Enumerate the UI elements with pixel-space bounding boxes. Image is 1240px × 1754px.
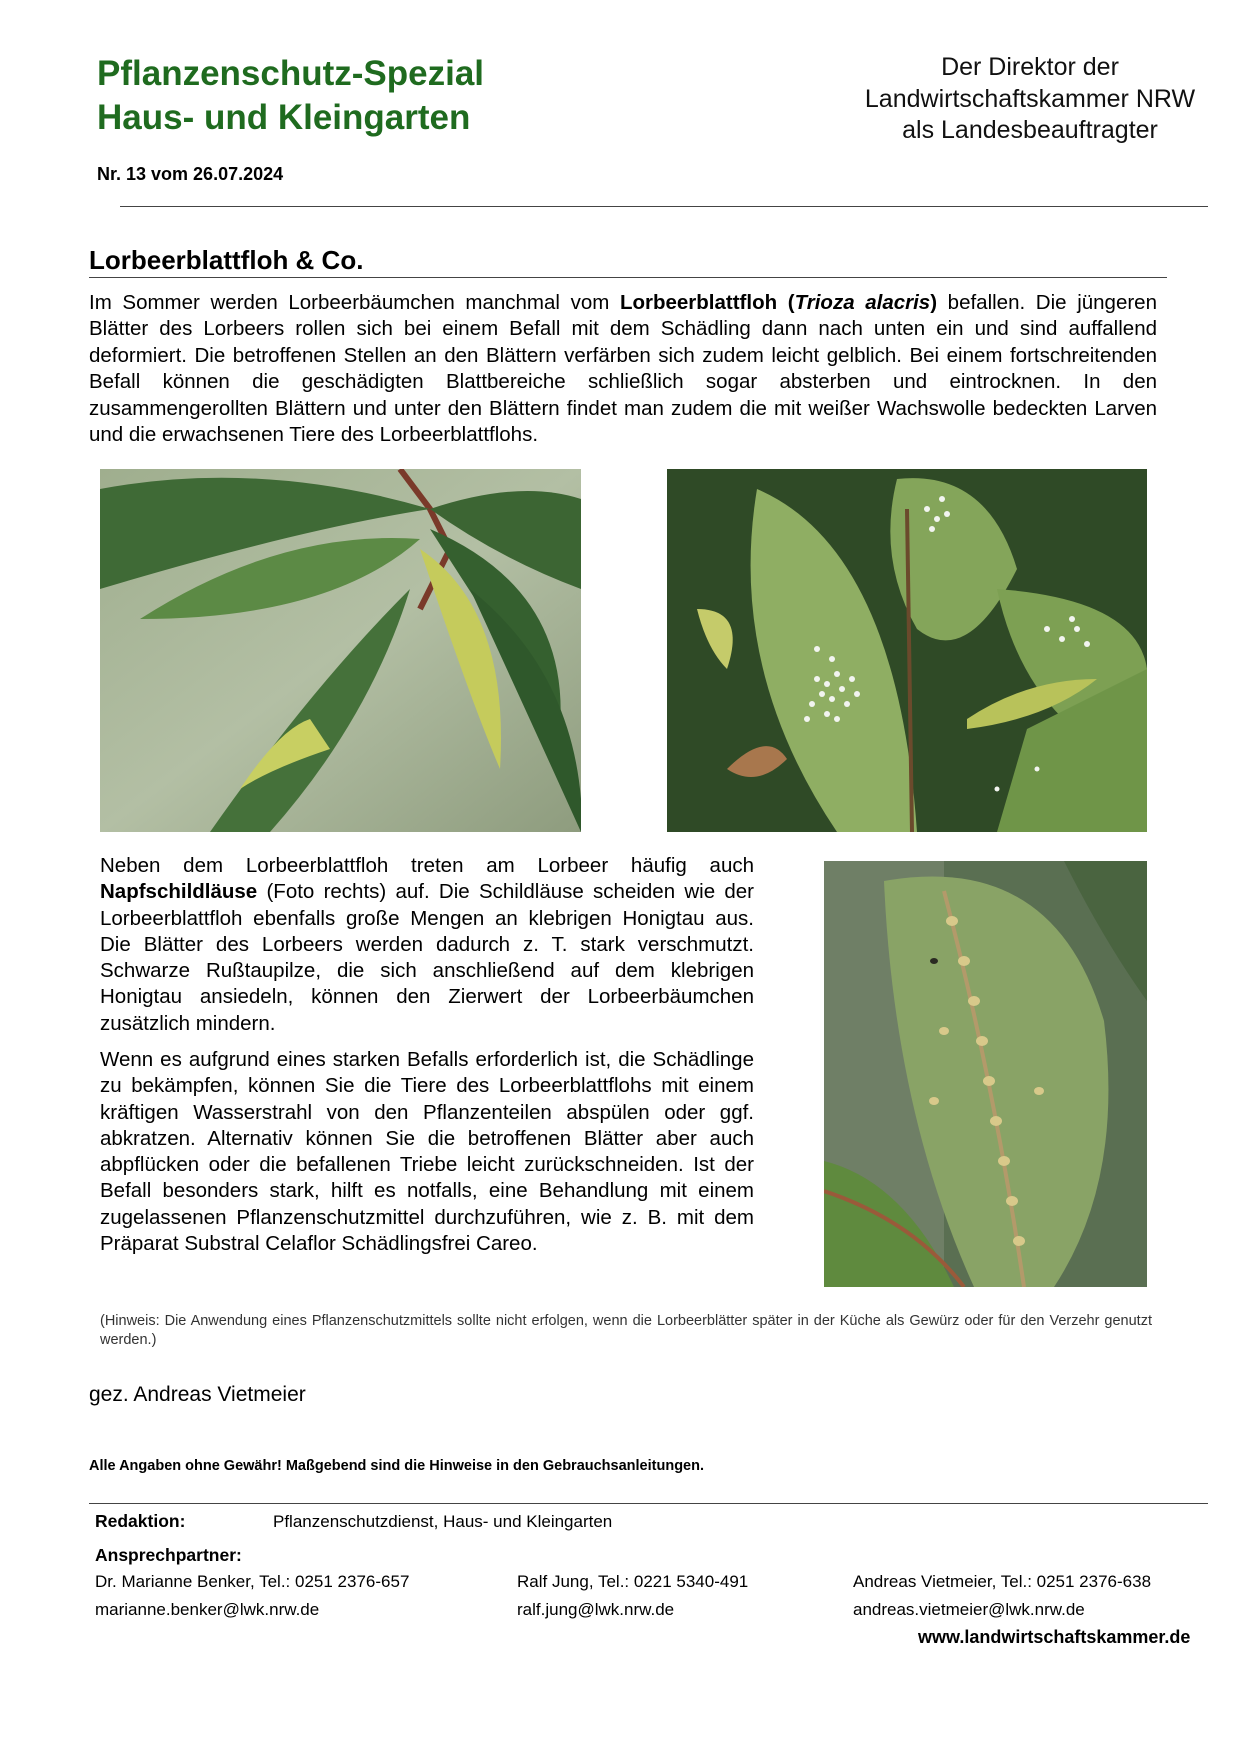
website-link[interactable]: www.landwirtschaftskammer.de [918,1627,1191,1647]
contact-jung [517,1568,748,1624]
intro-paren-close: ) [930,291,938,314]
intro-paragraph [89,290,1157,448]
contact-benker [95,1568,409,1624]
contact-email-link[interactable]: andreas.vietmeier@lwk.nrw.de [853,1600,1085,1619]
p2-text-2: (Foto rechts) auf. Die Schildläuse scheiden wie der Lorbeerblattfloh ebenfalls große Mengen an klebrigen Honigtau aus. Die Blätter des Lorbeers werden dadurch z. T. stark verschmutzt. Schwarze Rußtaupilze, die sich anschließend auf dem klebrigen Honigtau ansiedeln, können den Zierwert der Lorbeerbäumchen zusätzlich mindern. [100,880,754,1035]
disclaimer: Alle Angaben ohne Gewähr! Maßgebend sind die Hinweise in den Gebrauchsanleitungen. [89,1458,704,1474]
control-measures-paragraph: Wenn es aufgrund eines starken Befalls erforderlich ist, die Schädlinge zu bekämpfen, können Sie die Tiere des Lorbeerblattflohs mit einem kräftigen Wasserstrahl von den Pflanzenteilen abspülen oder ggf. abkratzen. Alternativ können Sie die betroffenen Blätter aber auch abpflücken oder die befallenen Triebe leicht zurückschneiden. Ist der Befall besonders stark, hilft es notfalls, eine Behandlung mit einem zugelassenen Pflanzenschutzmittel durchzuführen, wie z. B. mit dem Präparat Substral Celaflor Schädlingsfrei Careo. [100,1048,754,1256]
intro-paren-open: ( [777,291,795,314]
publication-title-line1: Pflanzenschutz-Spezial [97,54,485,93]
publication-title [97,52,484,140]
scale-insects-paragraph [100,853,754,1037]
contact-name-phone: Dr. Marianne Benker, Tel.: 0251 2376-657 [95,1572,410,1591]
contact-email-link[interactable]: ralf.jung@lwk.nrw.de [517,1600,675,1619]
issue-number: Nr. 13 vom 26.07.2024 [97,164,284,184]
photo-psyllid-larvae-on-leaf [667,469,1147,832]
photo-scale-insects-on-leaf [824,861,1147,1287]
title-underline [89,277,1167,278]
intro-text-1: Im Sommer werden Lorbeerbäumchen manchmal vom [89,291,620,314]
redaktion-value: Pflanzenschutzdienst, Haus- und Kleingarten [273,1512,613,1531]
issuing-authority [820,52,1240,147]
contacts-label: Ansprechpartner: [95,1545,242,1565]
signature: gez. Andreas Vietmeier [89,1383,306,1406]
usage-note: (Hinweis: Die Anwendung eines Pflanzenschutzmittels sollte nicht erfolgen, wenn die Lorbeerblätter später in der Küche als Gewürz oder für den Verzehr genutzt werden.) [100,1313,1152,1348]
p2-bold-scale-insects: Napfschildläuse [100,880,258,904]
contact-email-link[interactable]: marianne.benker@lwk.nrw.de [95,1600,320,1619]
header-divider [120,206,1208,207]
contact-vietmeier [853,1568,1151,1624]
article-title: Lorbeerblattfloh & Co. [89,245,364,275]
contact-name-phone: Ralf Jung, Tel.: 0221 5340-491 [517,1572,749,1591]
photo-curled-laurel-leaves [100,469,581,832]
authority-line2: Landwirtschaftskammer NRW [864,84,1196,113]
intro-text-2: befallen. Die jüngeren Blätter des Lorbeers rollen sich bei einem Befall mit dem Schädling dann nach unten ein und sind auffallend deformiert. Die betroffenen Stellen an den Blättern verfärben sich zudem leicht gelblich. Bei einem fortschreitenden Befall können die geschädigten Blattbereiche schließlich sogar absterben und eintrocknen. In den zusammengerollten Blättern und unter den Blättern findet man zudem die mit weißer Wachswolle bedeckten Larven und die erwachsenen Tiere des Lorbeerblattflohs. [89,291,1157,447]
authority-line3: als Landesbeauftragter [902,116,1158,144]
footer-divider [89,1503,1208,1504]
intro-bold-pest: Lorbeerblattfloh [619,291,778,314]
contact-name-phone: Andreas Vietmeier, Tel.: 0251 2376-638 [853,1572,1152,1591]
authority-line1: Der Direktor der [941,53,1119,81]
publication-title-line2: Haus- und Kleingarten [97,98,471,138]
p2-text-1: Neben dem Lorbeerblattfloh treten am Lorbeer häufig auch [100,854,754,877]
redaktion-label: Redaktion: [95,1511,186,1531]
intro-latin-name: Trioza alacris [794,291,931,314]
